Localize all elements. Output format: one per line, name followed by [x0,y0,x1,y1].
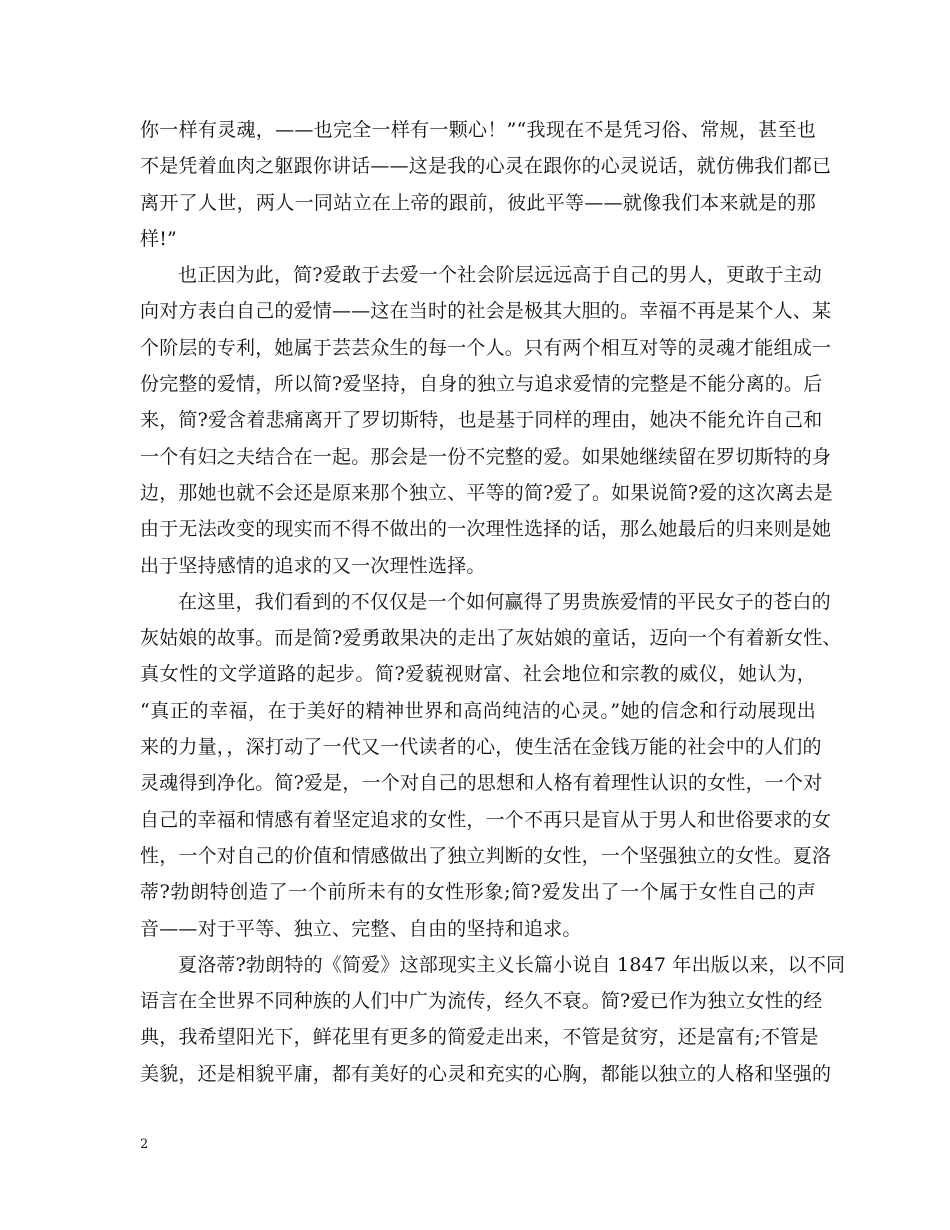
paragraph-1 [140,112,832,257]
text-line: 离开了人世，两人一同站立在上帝的跟前，彼此平等——就像我们本来就是的那 [140,191,816,214]
text-line: 份完整的爱情，所以简?爱坚持，自身的独立与追求爱情的完整是不能分离的。后 [140,373,823,396]
paragraph-2 [140,257,833,584]
text-line: 蒂?勃朗特创造了一个前所未有的女性形象;简?爱发出了一个属于女性自己的声 [140,881,816,904]
text-line: 来，简?爱含着悲痛离开了罗切斯特，也是基于同样的理由，她决不能允许自己和 [140,409,823,432]
paragraph-3 [140,584,842,947]
text-line: 真女性的文学道路的起步。简?爱藐视财富、社会地位和宗教的威仪，她认为， [140,663,816,686]
text-line: 来的力量，，深打动了一代又一代读者的心，使生活在金钱万能的社会中的人们的 [140,736,822,759]
text-line: 样!” [140,227,177,250]
text-line: 在这里，我们看到的不仅仅是一个如何赢得了男贵族爱情的平民女子的苍白的 [178,590,831,613]
text-line: 也正因为此，简?爱敢于去爱一个社会阶层远远高于自己的男人，更敢于主动 [178,264,822,287]
text-line: 性，一个对自己的价值和情感做出了独立判断的女性，一个坚强独立的女性。夏洛 [140,844,832,867]
text-line: 一个有妇之夫结合在一起。那会是一份不完整的爱。如果她继续留在罗切斯特的身 [140,445,832,468]
text-line: 灰姑娘的故事。而是简?爱勇敢果决的走出了灰姑娘的童话，迈向一个有着新女性、 [140,627,842,650]
text-line: “真正的幸福，在于美好的精神世界和高尚纯洁的心灵。”她的信念和行动展现出 [140,699,816,722]
text-line: 由于无法改变的现实而不得不做出的一次理性选择的话，那么她最后的归来则是她 [140,518,832,541]
text-line: 你一样有灵魂，——也完全一样有一颗心！”“我现在不是凭习俗、常规，甚至也 [140,119,816,141]
text-line: 美貌，还是相貌平庸，都有美好的心灵和充实的心胸，都能以独立的人格和坚强的 [140,1062,832,1085]
text-line: 不是凭着血肉之躯跟你讲话——这是我的心灵在跟你的心灵说话，就仿佛我们都已 [140,155,832,178]
page-number: 2 [140,1137,149,1152]
text-line: 夏洛蒂?勃朗特的《简爱》这部现实主义长篇小说自 1847 年出版以来，以不同 [178,953,846,976]
text-line: 个阶层的专利，她属于芸芸众生的每一个人。只有两个相互对等的灵魂才能组成一 [140,336,832,359]
text-line: 出于坚持感情的追求的又一次理性选择。 [140,554,486,577]
document-body [140,112,846,1092]
text-line: 语言在全世界不同种族的人们中广为流传，经久不衰。简?爱已作为独立女性的经 [140,990,823,1013]
text-line: 音——对于平等、独立、完整、自由的坚持和追求。 [140,917,582,940]
text-line: 典，我希望阳光下，鲜花里有更多的简爱走出来，不管是贫穷，还是富有;不管是 [140,1026,819,1049]
text-line: 灵魂得到净化。简?爱是，一个对自己的思想和人格有着理性认识的女性，一个对 [140,772,823,795]
text-line: 自己的幸福和情感有着坚定追求的女性，一个不再只是盲从于男人和世俗要求的女 [140,808,832,831]
text-line: 向对方表白自己的爱情——这在当时的社会是极其大胆的。幸福不再是某个人、某 [140,300,832,323]
paragraph-4 [140,947,846,1092]
text-line: 边，那她也就不会还是原来那个独立、平等的简?爱了。如果说简?爱的这次离去是 [140,481,833,504]
